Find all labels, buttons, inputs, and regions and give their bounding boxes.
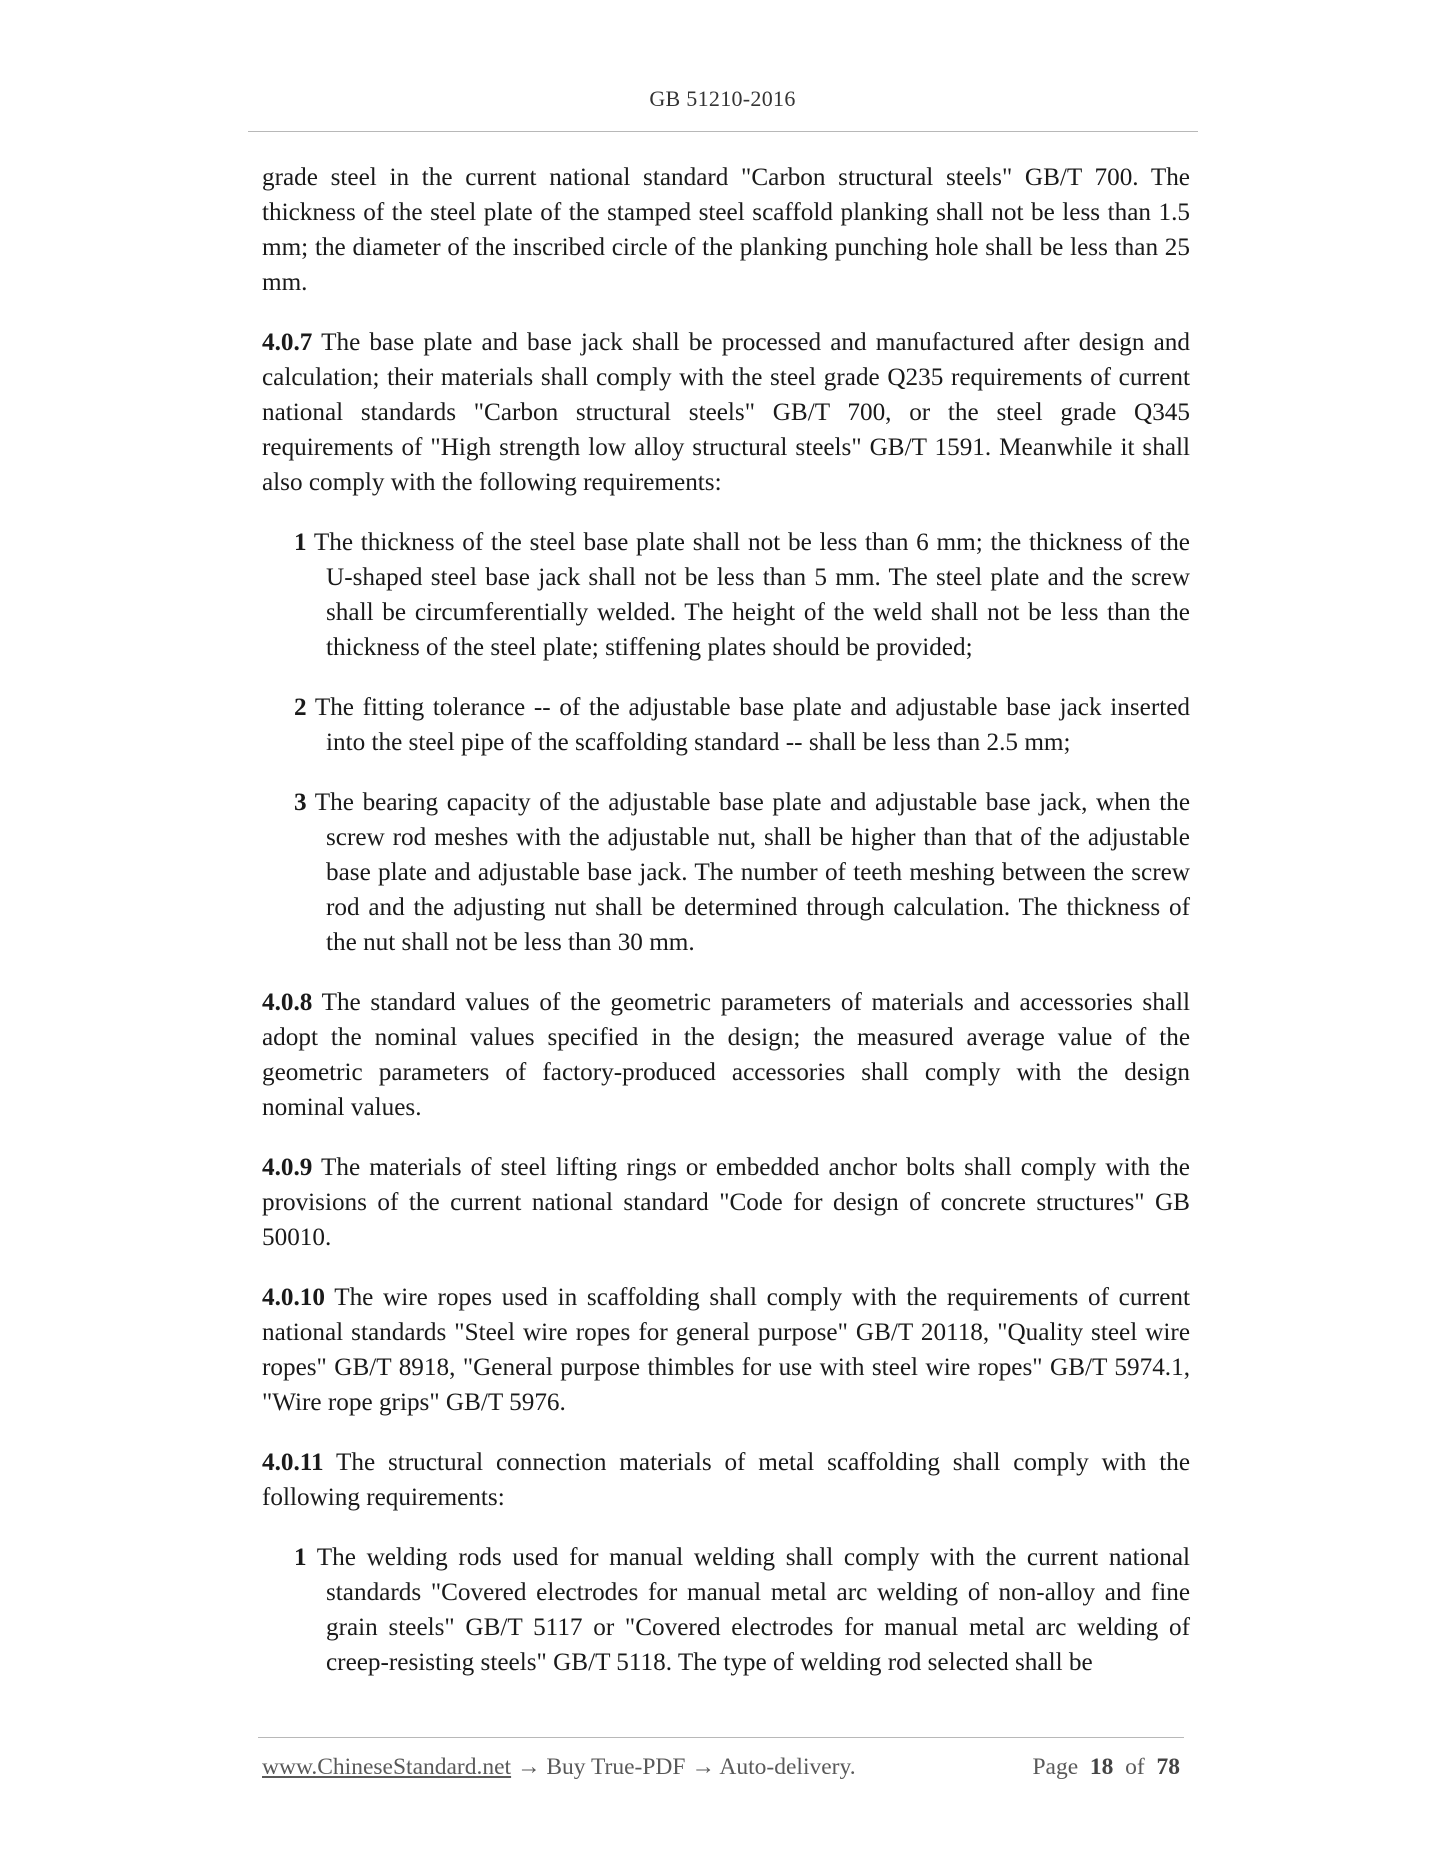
page-total: 78 <box>1156 1754 1180 1780</box>
list-item <box>294 1540 1190 1680</box>
page-label: Page <box>1032 1754 1079 1780</box>
clause-text: The materials of steel lifting rings or embedded anchor bolts shall comply with the provisions of the current national standard "Code for design of concrete structures" GB 50010. <box>262 1154 1190 1251</box>
delivery-text: Auto-delivery. <box>719 1754 856 1780</box>
footer-promo <box>262 1754 856 1781</box>
clause-4-0-11 <box>262 1445 1190 1515</box>
clause-text: The wire ropes used in scaffolding shall comply with the requirements of current national standards "Steel wire ropes for general purpose" GB/T 20118, "Quality steel wire ropes" GB/T 8918, "General purpose thimbles for use with steel wire ropes" GB/T 5974.1, "Wire rope grips" GB/T 5976. <box>262 1284 1190 1416</box>
item-text: The fitting tolerance -- of the adjustable base plate and adjustable base jack inserted into the steel pipe of the scaffolding standard -- shall be less than 2.5 mm; <box>306 694 1190 756</box>
page-content <box>262 160 1190 1705</box>
item-text: The welding rods used for manual welding shall comply with the current national standards "Covered electrodes for manual metal arc welding of non-alloy and fine grain steels" GB/T 5117 or "Covered electrodes for manual metal arc welding of creep-resisting steels" GB/T 5118. The type of welding rod selected shall be <box>306 1544 1190 1676</box>
clause-number: 4.0.8 <box>262 989 313 1016</box>
list-item <box>294 785 1190 960</box>
arrow-right-icon: → <box>511 1754 547 1780</box>
item-number: 3 <box>294 789 307 816</box>
footer-divider <box>258 1737 1184 1738</box>
clause-4-0-7 <box>262 325 1190 500</box>
document-header: GB 51210-2016 <box>649 86 796 111</box>
item-number: 1 <box>294 1544 307 1571</box>
buy-text: Buy True-PDF <box>546 1754 686 1780</box>
item-number: 1 <box>294 529 307 556</box>
list-item <box>294 525 1190 665</box>
item-text: The bearing capacity of the adjustable base plate and adjustable base jack, when the screw rod meshes with the adjustable nut, shall be higher than that of the adjustable base plate and adjustable base jack. The number of teeth meshing between the screw rod and the adjusting nut shall be determined through calculation. The thickness of the nut shall not be less than 30 mm. <box>306 789 1190 956</box>
clause-4-0-10 <box>262 1280 1190 1420</box>
continued-paragraph: grade steel in the current national standard "Carbon structural steels" GB/T 700. The thickness of the steel plate of the stamped steel scaffold planking shall not be less than 1.5 mm; the diameter of the inscribed circle of the planking punching hole shall be less than 25 mm. <box>262 164 1190 296</box>
item-text: The thickness of the steel base plate shall not be less than 6 mm; the thickness of the U-shaped steel base jack shall not be less than 5 mm. The steel plate and the screw shall be circumferentially welded. The height of the weld shall not be less than the thickness of the steel plate; stiffening plates should be provided; <box>306 529 1190 661</box>
clause-number: 4.0.7 <box>262 329 313 356</box>
clause-number: 4.0.11 <box>262 1449 324 1476</box>
page-current: 18 <box>1089 1754 1114 1780</box>
clause-number: 4.0.10 <box>262 1284 325 1311</box>
header-divider <box>248 131 1198 132</box>
of-label: of <box>1125 1754 1145 1780</box>
list-item <box>294 690 1190 760</box>
clause-number: 4.0.9 <box>262 1154 313 1181</box>
clause-4-0-9 <box>262 1150 1190 1255</box>
clause-4-0-8 <box>262 985 1190 1125</box>
website-link[interactable]: www.ChineseStandard.net <box>262 1754 512 1780</box>
item-number: 2 <box>294 694 307 721</box>
arrow-right-icon: → <box>685 1754 720 1780</box>
page-indicator <box>1032 1754 1180 1781</box>
clause-text: The standard values of the geometric parameters of materials and accessories shall adopt the nominal values specified in the design; the measured average value of the geometric parameters of factory-produced accessories shall comply with the design nominal values. <box>262 989 1190 1121</box>
clause-text: The base plate and base jack shall be processed and manufactured after design and calculation; their materials shall comply with the steel grade Q235 requirements of current national standards "Carbon structural steels" GB/T 700, or the steel grade Q345 requirements of "High strength low alloy structural steels" GB/T 1591. Meanwhile it shall also comply with the following requirements: <box>262 329 1190 496</box>
page-footer <box>262 1754 1184 1784</box>
clause-text: The structural connection materials of metal scaffolding shall comply with the following requirements: <box>262 1449 1190 1511</box>
